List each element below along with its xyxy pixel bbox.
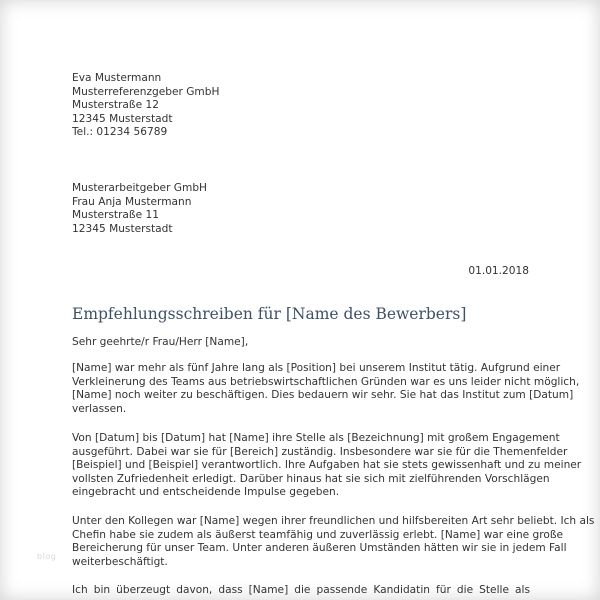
paragraph-line: Von [Datum] bis [Datum] hat [Name] ihre Stelle als [Bezeichnung] mit großem Engagement	[72, 432, 560, 444]
paragraph-4	[72, 584, 530, 598]
paragraph-line: verlassen.	[72, 402, 127, 415]
letter-date: 01.01.2018	[468, 265, 529, 277]
recipient-company: Musterarbeitgeber GmbH	[72, 182, 208, 194]
paragraph-line: Bereicherung für unser Team. Unter anderen äußeren Umständen hätten wir sie in jedem Fall	[72, 542, 567, 555]
watermark: blog	[37, 552, 57, 561]
paragraph-line: Verkleinerung des Teams aus betriebswirtschaftlichen Gründen war es uns leider nicht möglich,	[72, 375, 580, 388]
recipient-city: 12345 Musterstadt	[72, 222, 173, 235]
paragraph-line: Chefin habe sie zudem als äußerst teamfähig und zuverlässig erlebt. [Name] war eine große	[72, 528, 564, 541]
recipient-address	[72, 182, 207, 236]
sender-city: 12345 Musterstadt	[72, 112, 173, 125]
paragraph-line: [Beispiel] und [Beispiel] verantwortlich. Ihre Aufgaben hat sie stets gewissenhaft und zu meiner	[72, 459, 582, 472]
paragraph-line: [Name] war mehr als fünf Jahre lang als [Position] bei unserem Institut tätig. Aufgrund einer	[72, 362, 561, 374]
letter-title: Empfehlungsschreiben für [Name des Bewerbers]	[72, 305, 467, 323]
paragraph-2	[72, 432, 582, 500]
sender-street: Musterstraße 12	[72, 99, 159, 112]
paragraph-line: weiterbeschäftigt.	[72, 555, 168, 568]
paragraph-3	[72, 515, 595, 569]
sender-phone: Tel.: 01234 56789	[72, 126, 168, 139]
salutation: Sehr geehrte/r Frau/Herr [Name],	[72, 336, 249, 348]
paragraph-line: ausgeführt. Dabei war sie für [Bereich] zuständig. Insbesondere war sie für die Themenfelder	[72, 445, 568, 458]
sender-address	[72, 72, 219, 140]
paragraph-1	[72, 362, 580, 416]
paragraph-line: eingebracht und entscheidende Impulse gegeben.	[72, 486, 340, 499]
sender-name: Eva Mustermann	[72, 72, 162, 84]
paragraph-line: Ich bin überzeugt davon, dass [Name] die passende Kandidatin für die Stelle als	[72, 584, 530, 596]
paragraph-line: Unter den Kollegen war [Name] wegen ihrer freundlichen und hilfsbereiten Art sehr beliebt. Ich als	[72, 515, 595, 527]
sender-company: Musterreferenzgeber GmbH	[72, 85, 220, 98]
paragraph-line: [Name] noch weiter zu beschäftigen. Dies bedauern wir sehr. Sie hat das Institut zum [Datum]	[72, 389, 574, 402]
recipient-street: Musterstraße 11	[72, 209, 159, 222]
recipient-name: Frau Anja Mustermann	[72, 195, 192, 208]
paragraph-line: vollsten Zufriedenheit erledigt. Darüber hinaus hat sie sich mit zielführenden Vorschlägen	[72, 472, 550, 485]
